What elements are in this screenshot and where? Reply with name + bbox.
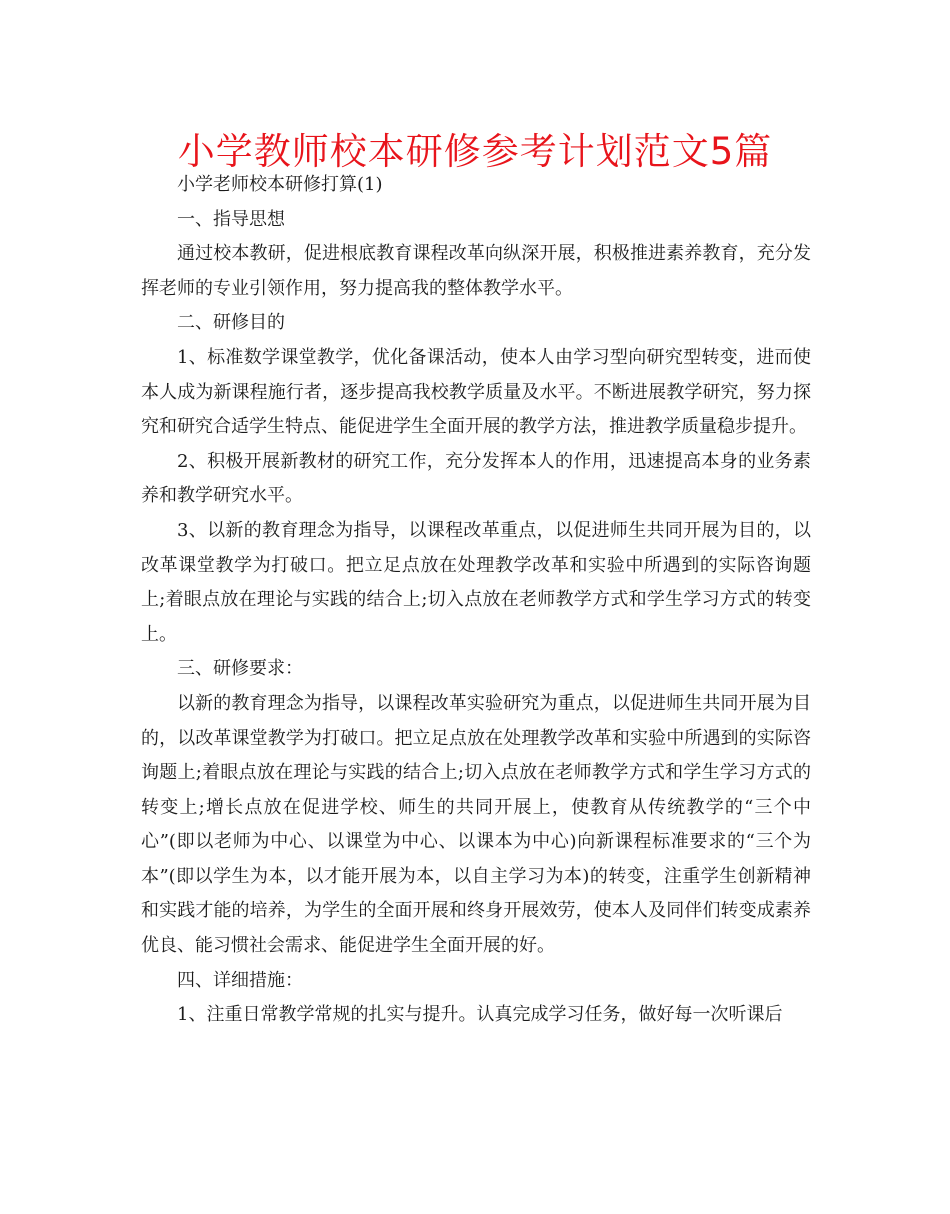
document-body	[141, 168, 811, 1033]
paragraph-measures-1: 1、注重日常教学常规的扎实与提升。认真完成学习任务，做好每一次听课后	[177, 1004, 783, 1026]
heading-requirements: 三、研修要求：	[177, 658, 303, 680]
document-title: 小学教师校本研修参考计划范文5篇	[177, 130, 773, 173]
paragraph-guiding-thought: 通过校本教研，促进根底教育课程改革向纵深开展，积极推进素养教育，充分发挥老师的专业引领作用，努力提高我的整体教学水平。	[141, 243, 811, 299]
section-subtitle: 小学老师校本研修打算(1)	[177, 174, 383, 195]
heading-measures: 四、详细措施：	[177, 969, 303, 991]
paragraph-requirements: 以新的教育理念为指导，以课程改革实验研究为重点，以促进师生共同开展为目的，以改革课堂教学为打破口。把立足点放在处理教学改革和实验中所遇到的实际咨询题上;着眼点放在理论与实践的结合上;切入点放在老师教学方式和学生学习方式的转变上;增长点放在促进学校、师生的共同开展上，使教育从传统教学的“三个中心”(即以老师为中心、以课堂为中心、以课本为中心)向新课程标准要求的“三个为本”(即以学生为本，以才能开展为本，以自主学习为本)的转变，注重学生创新精神和实践才能的培养，为学生的全面开展和终身开展效劳，使本人及同伴们转变成素养优良、能习惯社会需求、能促进学生全面开展的好。	[141, 692, 811, 957]
paragraph-purpose-3: 3、以新的教育理念为指导，以课程改革重点，以促进师生共同开展为目的，以改革课堂教学为打破口。把立足点放在处理教学改革和实验中所遇到的实际咨询题上;着眼点放在理论与实践的结合上;切入点放在老师教学方式和学生学习方式的转变上。	[141, 519, 811, 645]
paragraph-purpose-1: 1、标准数学课堂教学，优化备课活动，使本人由学习型向研究型转变，进而使本人成为新课程施行者，逐步提高我校教学质量及水平。不断进展教学研究，努力探究和研究合适学生特点、能促进学生全面开展的教学方法，推进教学质量稳步提升。	[141, 346, 811, 438]
paragraph-purpose-2: 2、积极开展新教材的研究工作，充分发挥本人的作用，迅速提高本身的业务素养和教学研究水平。	[141, 450, 811, 507]
heading-study-purpose: 二、研修目的	[177, 312, 285, 334]
heading-guiding-thought: 一、指导思想	[177, 208, 285, 230]
